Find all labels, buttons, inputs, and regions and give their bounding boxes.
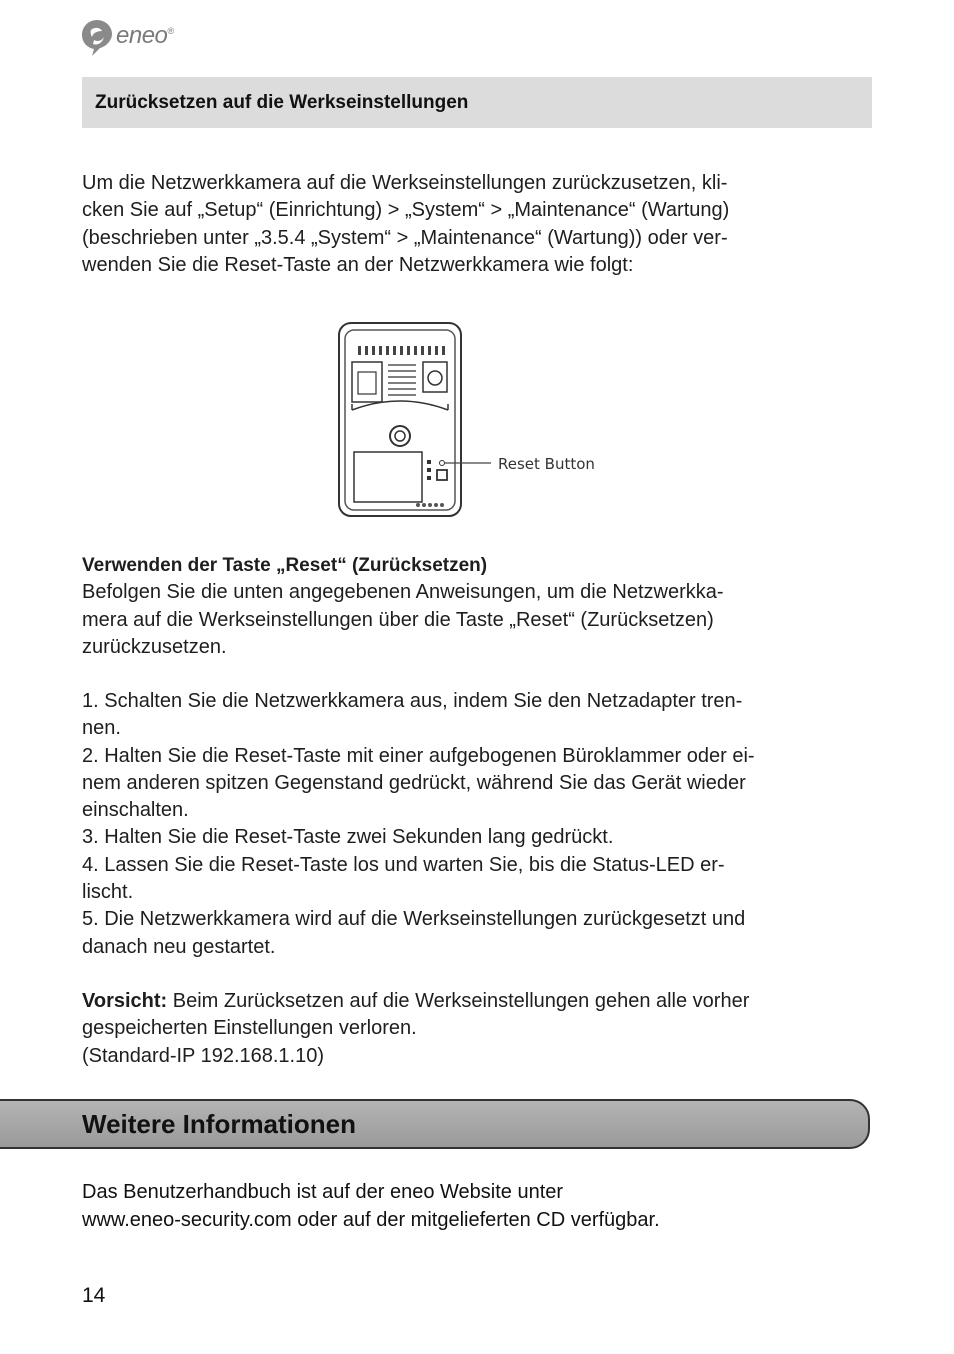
warning-line: gespeicherten Einstellungen verloren.	[82, 1017, 417, 1040]
section-title-bar	[82, 77, 872, 128]
reset-line: Befolgen Sie die unten angegebenen Anweisungen, um die Netzwerkka-	[82, 581, 724, 604]
step-line: einschalten.	[82, 799, 189, 822]
more-info-title-bar	[0, 1099, 870, 1149]
more-info-title: Weitere Informationen	[82, 1108, 357, 1139]
warning-label: Vorsicht:	[82, 990, 168, 1012]
step-line: 3. Halten Sie die Reset-Taste zwei Sekunden lang gedrückt.	[82, 826, 614, 849]
step-line: 1. Schalten Sie die Netzwerkkamera aus, indem Sie den Netzadapter tren-	[82, 690, 743, 712]
step-line: danach neu gestartet.	[82, 935, 276, 958]
step-line: nen.	[82, 717, 121, 740]
step-line: lischt.	[82, 881, 134, 904]
intro-line: (beschrieben unter „3.5.4 „System“ > „Maintenance“ (Wartung)) oder ver-	[82, 226, 728, 249]
default-ip-line: (Standard-IP 192.168.1.10)	[82, 1044, 325, 1067]
section-title: Zurücksetzen auf die Werkseinstellungen	[95, 91, 469, 113]
step-line: nem anderen spitzen Gegenstand gedrückt, während Sie das Gerät wieder	[82, 771, 746, 794]
warning-paragraph	[82, 988, 872, 1070]
eneo-logo-mark-icon	[80, 18, 114, 58]
intro-line: cken Sie auf „Setup“ (Einrichtung) > „System“ > „Maintenance“ (Wartung)	[82, 199, 730, 222]
step-line: 2. Halten Sie die Reset-Taste mit einer aufgebogenen Büroklammer oder ei-	[82, 744, 755, 767]
camera-rear-illustration	[336, 318, 616, 523]
reset-line: mera auf die Werkseinstellungen über die Taste „Reset“ (Zurücksetzen)	[82, 608, 714, 631]
reset-heading: Verwenden der Taste „Reset“ (Zurücksetzen)	[82, 555, 488, 576]
more-info-line: www.eneo-security.com oder auf der mitgelieferten CD verfügbar.	[82, 1208, 660, 1231]
logo-wordmark: eneo®	[116, 22, 174, 49]
warning-text: Beim Zurücksetzen auf die Werkseinstellungen gehen alle vorher	[167, 990, 750, 1012]
steps-list	[82, 688, 872, 961]
reset-line: zurückzusetzen.	[82, 635, 227, 658]
camera-rear-figure	[336, 318, 616, 523]
page-number: 14	[82, 1284, 106, 1307]
step-line: 4. Lassen Sie die Reset-Taste los und warten Sie, bis die Status-LED er-	[82, 853, 725, 876]
step-line: 5. Die Netzwerkkamera wird auf die Werkseinstellungen zurückgesetzt und	[82, 908, 746, 931]
warning-line	[82, 988, 872, 1015]
intro-line: Um die Netzwerkkamera auf die Werkseinstellungen zurückzusetzen, kli-	[82, 172, 728, 194]
intro-line: wenden Sie die Reset-Taste an der Netzwerkkamera wie folgt:	[82, 253, 634, 276]
reset-instructions	[82, 552, 872, 661]
eneo-logo	[80, 18, 190, 58]
reset-button-label: Reset Button	[498, 455, 595, 473]
more-info-line: Das Benutzerhandbuch ist auf der eneo Website unter	[82, 1181, 564, 1203]
intro-paragraph	[82, 170, 872, 279]
more-info-paragraph	[82, 1179, 872, 1234]
